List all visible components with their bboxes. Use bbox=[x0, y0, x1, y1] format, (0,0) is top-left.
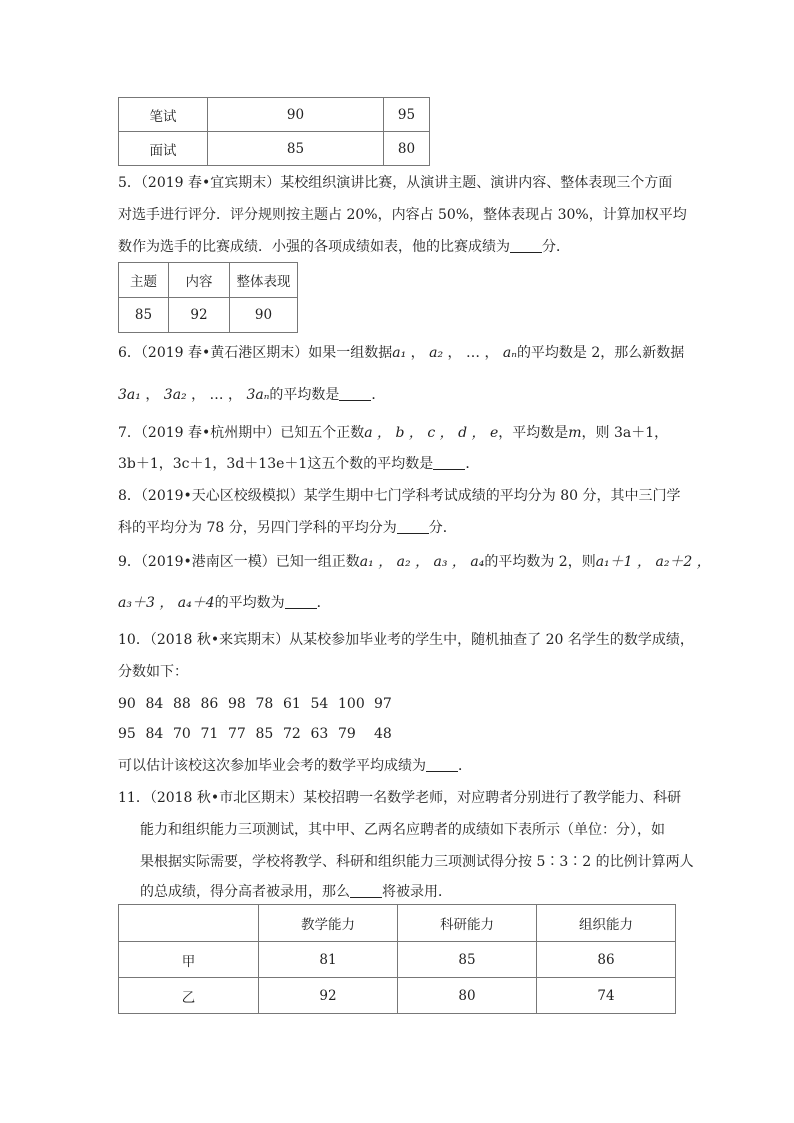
table-cell: 86 bbox=[537, 942, 676, 978]
row-label: 乙 bbox=[119, 978, 259, 1014]
table-cell: 92 bbox=[169, 298, 230, 333]
row-label: 面试 bbox=[119, 132, 208, 166]
score-value: 86 bbox=[200, 696, 219, 712]
answer-blank bbox=[339, 386, 371, 401]
answer-blank bbox=[350, 883, 382, 898]
table-header bbox=[119, 905, 259, 942]
q6-line2: 3a₁ ， 3a₂ ， … ， 3aₙ的平均数是 ． bbox=[118, 387, 386, 403]
score-value: 72 bbox=[283, 726, 301, 742]
q11-score-table bbox=[118, 904, 676, 1014]
q11-line1: 11．（2018 秋•市北区期末）某校招聘一名数学老师，对应聘者分别进行了教学能力、科研 bbox=[118, 790, 682, 806]
top-score-table bbox=[118, 97, 430, 166]
table-cell: 92 bbox=[259, 978, 398, 1014]
answer-blank bbox=[397, 519, 429, 534]
q11-line4: 的总成绩，得分高者被录用，那么 将被录用． bbox=[140, 884, 452, 900]
table-header: 教学能力 bbox=[259, 905, 398, 942]
table-cell: 90 bbox=[230, 298, 298, 333]
q11-line3: 果根据实际需要，学校将教学、科研和组织能力三项测试得分按 5∶3∶2 的比例计算两人 bbox=[140, 854, 694, 870]
q7-line1: 7．（2019 春•杭州期中）已知五个正数a ， b ， c ， d ， e，平均数是m，则 3a＋1， bbox=[118, 425, 669, 441]
score-value: 79 bbox=[338, 726, 356, 742]
q8-line1: 8．（2019•天心区校级模拟）某学生期中七门学科考试成绩的平均分为 80 分，其中三门学 bbox=[118, 488, 681, 504]
table-cell: 80 bbox=[398, 978, 537, 1014]
answer-blank bbox=[285, 594, 317, 609]
answer-blank bbox=[510, 238, 542, 253]
score-value: 98 bbox=[228, 696, 246, 712]
table-cell: 81 bbox=[259, 942, 398, 978]
row-label: 甲 bbox=[119, 942, 259, 978]
score-value: 71 bbox=[200, 726, 219, 742]
q6-line1: 6．（2019 春•黄石港区期末）如果一组数据a₁ ， a₂ ， … ， aₙ的平均数是 2，那么新数据 bbox=[118, 345, 685, 361]
table-header: 整体表现 bbox=[230, 263, 298, 298]
row-label: 笔试 bbox=[119, 98, 208, 132]
score-value: 84 bbox=[145, 696, 164, 712]
q10-line2: 分数如下： bbox=[118, 664, 188, 680]
answer-blank bbox=[426, 757, 458, 772]
score-value: 84 bbox=[145, 726, 164, 742]
table-cell: 80 bbox=[384, 132, 430, 166]
score-value: 54 bbox=[310, 696, 329, 712]
table-header: 主题 bbox=[119, 263, 169, 298]
score-value: 78 bbox=[255, 696, 274, 712]
score-value: 70 bbox=[173, 726, 191, 742]
score-value: 61 bbox=[283, 696, 301, 712]
score-value: 63 bbox=[310, 726, 329, 742]
q7-line2: 3b＋1，3c＋1，3d＋13e＋1这五个数的平均数是 ． bbox=[118, 456, 480, 472]
table-cell: 85 bbox=[119, 298, 169, 333]
score-value: 97 bbox=[374, 696, 392, 712]
table-cell: 85 bbox=[398, 942, 537, 978]
q10-line5: 可以估计该校这次参加毕业会考的数学平均成绩为 ． bbox=[118, 758, 472, 774]
q9-line1: 9．（2019•港南区一模）已知一组正数a₁ ， a₂ ， a₃ ， a₄的平均数为 2，则a₁＋1 ， a₂＋2 ， bbox=[118, 554, 711, 570]
table-header: 组织能力 bbox=[537, 905, 676, 942]
table-cell: 90 bbox=[208, 98, 384, 132]
score-value: 48 bbox=[374, 726, 392, 742]
q5-score-table bbox=[118, 262, 298, 333]
score-value: 95 bbox=[118, 726, 136, 742]
table-header: 科研能力 bbox=[398, 905, 537, 942]
score-value: 77 bbox=[228, 726, 246, 742]
answer-blank bbox=[433, 455, 465, 470]
table-cell: 74 bbox=[537, 978, 676, 1014]
q9-line2: a₃＋3 ， a₄＋4的平均数为 ． bbox=[118, 595, 331, 611]
q8-line2: 科的平均分为 78 分，另四门学科的平均分为 分． bbox=[118, 520, 457, 536]
score-value: 85 bbox=[255, 726, 274, 742]
q11-line2: 能力和组织能力三项测试，其中甲、乙两名应聘者的成绩如下表所示（单位：分），如 bbox=[140, 822, 665, 838]
score-value: 90 bbox=[118, 696, 136, 712]
q10-line1: 10．（2018 秋•来宾期末）从某校参加毕业考的学生中，随机抽查了 20 名学生的数学成绩， bbox=[118, 632, 694, 648]
table-cell: 95 bbox=[384, 98, 430, 132]
q10-scores-row2 bbox=[118, 724, 402, 744]
score-value: 88 bbox=[173, 696, 191, 712]
q10-scores-row1 bbox=[118, 694, 402, 714]
table-cell: 85 bbox=[208, 132, 384, 166]
score-value: 100 bbox=[338, 696, 365, 712]
q5-line2: 对选手进行评分．评分规则按主题占 20%，内容占 50%，整体表现占 30%，计算加权平均 bbox=[118, 207, 687, 223]
table-header: 内容 bbox=[169, 263, 230, 298]
q5-line3: 数作为选手的比赛成绩．小强的各项成绩如表，他的比赛成绩为 分． bbox=[118, 239, 570, 255]
q5-line1: 5．（2019 春•宜宾期末）某校组织演讲比赛，从演讲主题、演讲内容、整体表现三个方面 bbox=[118, 175, 673, 191]
